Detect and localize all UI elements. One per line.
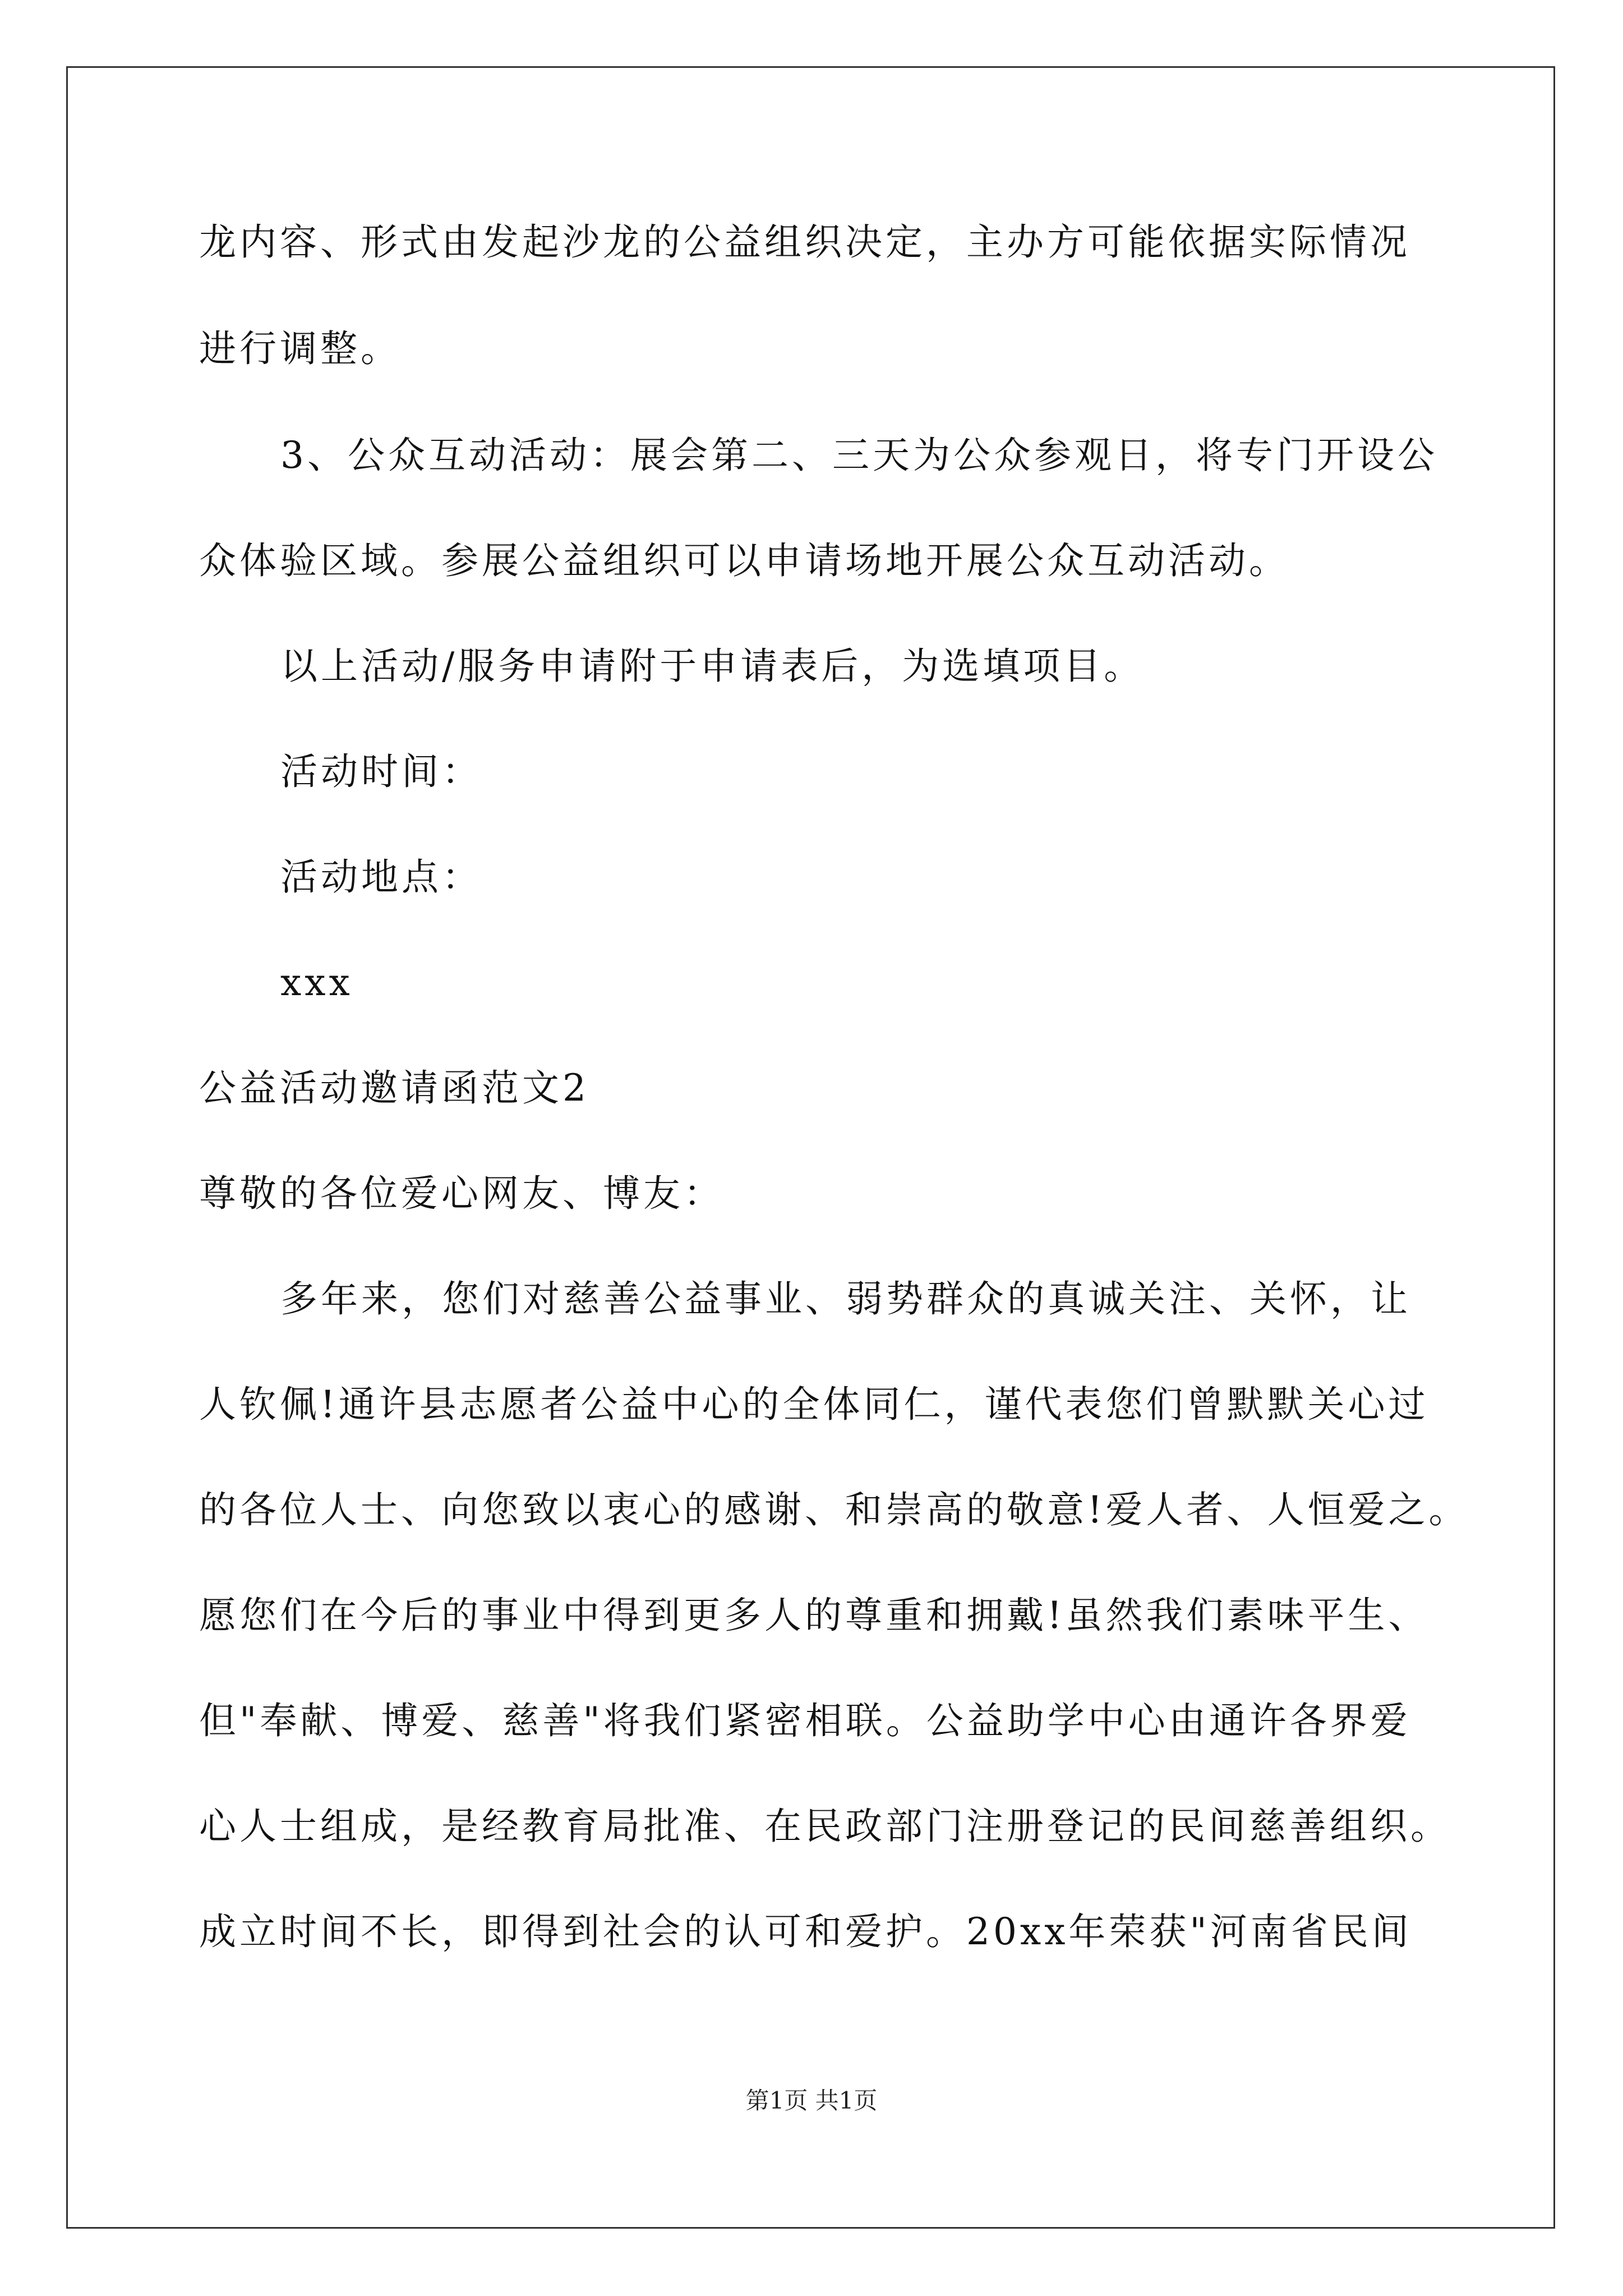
signature-placeholder: xxx [280,961,353,1004]
paragraph-line: 人钦佩!通许县志愿者公益中心的全体同仁，谨代表您们曾默默关心过 [199,1383,1429,1426]
paragraph-line: 心人士组成，是经教育局批准、在民政部门注册登记的民间慈善组织。 [199,1805,1451,1848]
paragraph-line: 的各位人士、向您致以衷心的感谢、和崇高的敬意!爱人者、人恒爱之。 [199,1488,1469,1531]
label-activity-time: 活动时间： [280,750,482,793]
paragraph-line: 愿您们在今后的事业中得到更多人的尊重和拥戴!虽然我们素味平生、 [199,1594,1429,1637]
page-border [66,66,1555,2229]
paragraph-line: 成立时间不长，即得到社会的认可和爱护。20xx年荣获"河南省民间 [199,1910,1412,1953]
paragraph-line: 以上活动/服务申请附于申请表后，为选填项目。 [280,645,1145,688]
salutation: 尊敬的各位爱心网友、博友： [199,1172,724,1215]
paragraph-line: 龙内容、形式由发起沙龙的公益组织决定，主办方可能依据实际情况 [199,220,1410,264]
page-footer: 第1页 共1页 [745,2087,878,2114]
paragraph-line: 众体验区域。参展公益组织可以申请场地开展公众互动活动。 [199,539,1289,582]
label-activity-location: 活动地点： [280,855,482,899]
paragraph-line: 3、公众互动活动：展会第二、三天为公众参观日，将专门开设公 [280,434,1438,477]
paragraph-line: 但"奉献、博爱、慈善"将我们紧密相联。公益助学中心由通许各界爱 [199,1699,1411,1742]
section-heading: 公益活动邀请函范文2 [199,1066,589,1110]
paragraph-line: 进行调整。 [199,327,401,370]
paragraph-line: 多年来，您们对慈善公益事业、弱势群众的真诚关注、关怀，让 [280,1277,1411,1320]
